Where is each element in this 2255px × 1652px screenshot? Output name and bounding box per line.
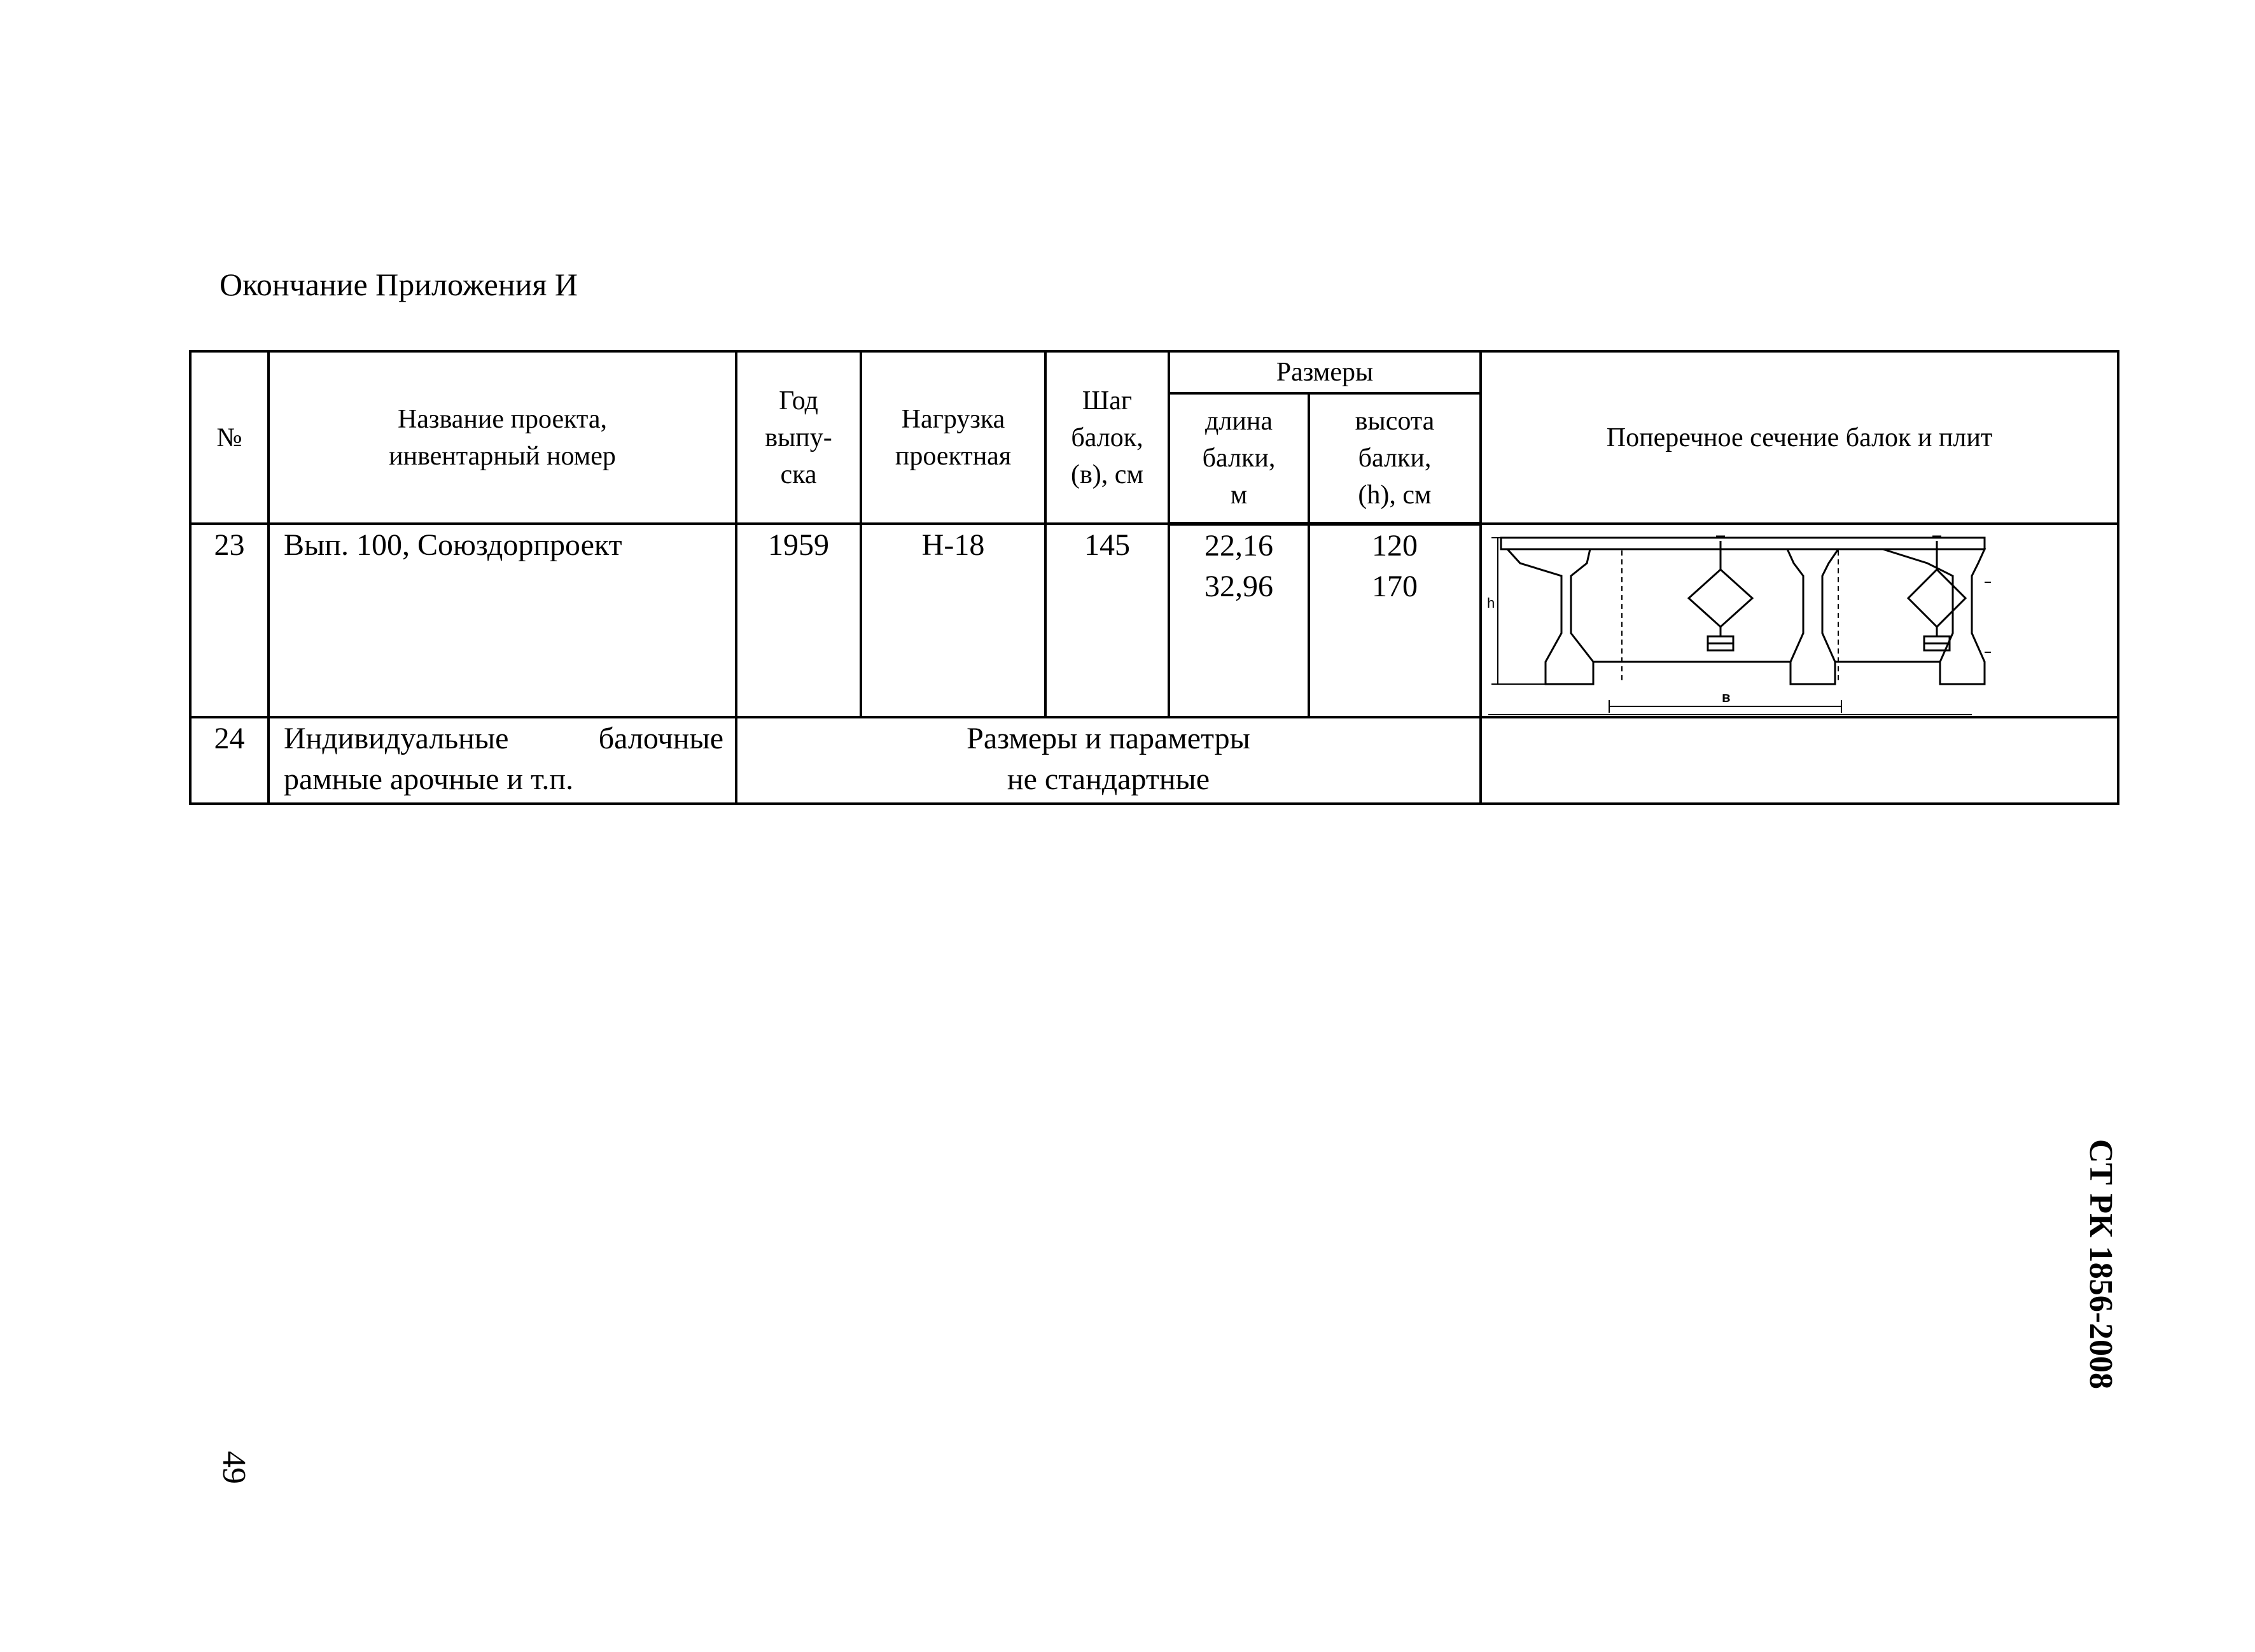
- header-length: [1169, 393, 1309, 524]
- header-section: Поперечное сечение балок и плит: [1481, 351, 2118, 524]
- header-name-line2: инвентарный номер: [389, 441, 616, 471]
- header-step-line1: Шаг: [1082, 386, 1133, 416]
- row-merged-params: [736, 717, 1481, 804]
- row-height-value-2: 170: [1372, 570, 1418, 603]
- header-load-line2: проектная: [895, 441, 1012, 471]
- row-merged-line1: Размеры и параметры: [967, 722, 1250, 755]
- row-year: 1959: [736, 524, 861, 717]
- page-number: 49: [216, 1451, 252, 1484]
- header-height: [1309, 393, 1481, 524]
- appendix-table: [189, 350, 2119, 805]
- row-name-line1: Индивидуальные балочные: [284, 722, 723, 755]
- row-length-value-2: 32,96: [1204, 570, 1273, 603]
- header-name-line1: Название проекта,: [397, 404, 608, 434]
- row-length: [1169, 524, 1309, 717]
- row-num: 23: [190, 524, 269, 717]
- header-step-line3: (в), см: [1070, 459, 1144, 489]
- header-num: №: [190, 351, 269, 524]
- row-length-value-1: 22,16: [1204, 529, 1273, 563]
- row-load: Н-18: [861, 524, 1045, 717]
- header-length-line2: балки,: [1202, 444, 1276, 473]
- header-height-line1: высота: [1355, 407, 1435, 436]
- header-year-line2: выпу-: [765, 423, 832, 452]
- header-load: [861, 351, 1045, 524]
- standard-code: СТ РК 1856-2008: [2083, 1139, 2119, 1390]
- header-sizes: Размеры: [1169, 351, 1481, 393]
- header-length-line1: длина: [1205, 407, 1273, 436]
- header-step-line2: балок,: [1071, 423, 1143, 452]
- header-height-line3: (h), см: [1358, 480, 1432, 510]
- drawing-label-h: h: [1487, 595, 1495, 611]
- header-name: [269, 351, 736, 524]
- drawing-label-b: в: [1722, 689, 1731, 705]
- row-empty-section: [1481, 717, 2118, 804]
- beam-cross-section-drawing: [1482, 525, 2118, 716]
- table-row: [190, 717, 2118, 804]
- row-merged-line2: не стандартные: [1007, 762, 1210, 796]
- header-load-line1: Нагрузка: [901, 404, 1005, 434]
- row-name: Вып. 100, Союздорпроект: [269, 524, 736, 717]
- row-name: [269, 717, 736, 804]
- header-height-line2: балки,: [1358, 444, 1432, 473]
- header-year: [736, 351, 861, 524]
- row-step: 145: [1045, 524, 1169, 717]
- header-year-line3: ска: [780, 459, 817, 489]
- header-year-line1: Год: [779, 386, 818, 416]
- table-row: [190, 524, 2118, 717]
- row-num: 24: [190, 717, 269, 804]
- row-name-line2: рамные арочные и т.п.: [284, 762, 574, 796]
- row-height: [1309, 524, 1481, 717]
- header-step: [1045, 351, 1169, 524]
- cross-section-drawing-cell: [1481, 524, 2118, 717]
- header-length-line3: м: [1230, 480, 1248, 510]
- row-height-value-1: 120: [1372, 529, 1418, 563]
- page-title: Окончание Приложения И: [220, 267, 578, 302]
